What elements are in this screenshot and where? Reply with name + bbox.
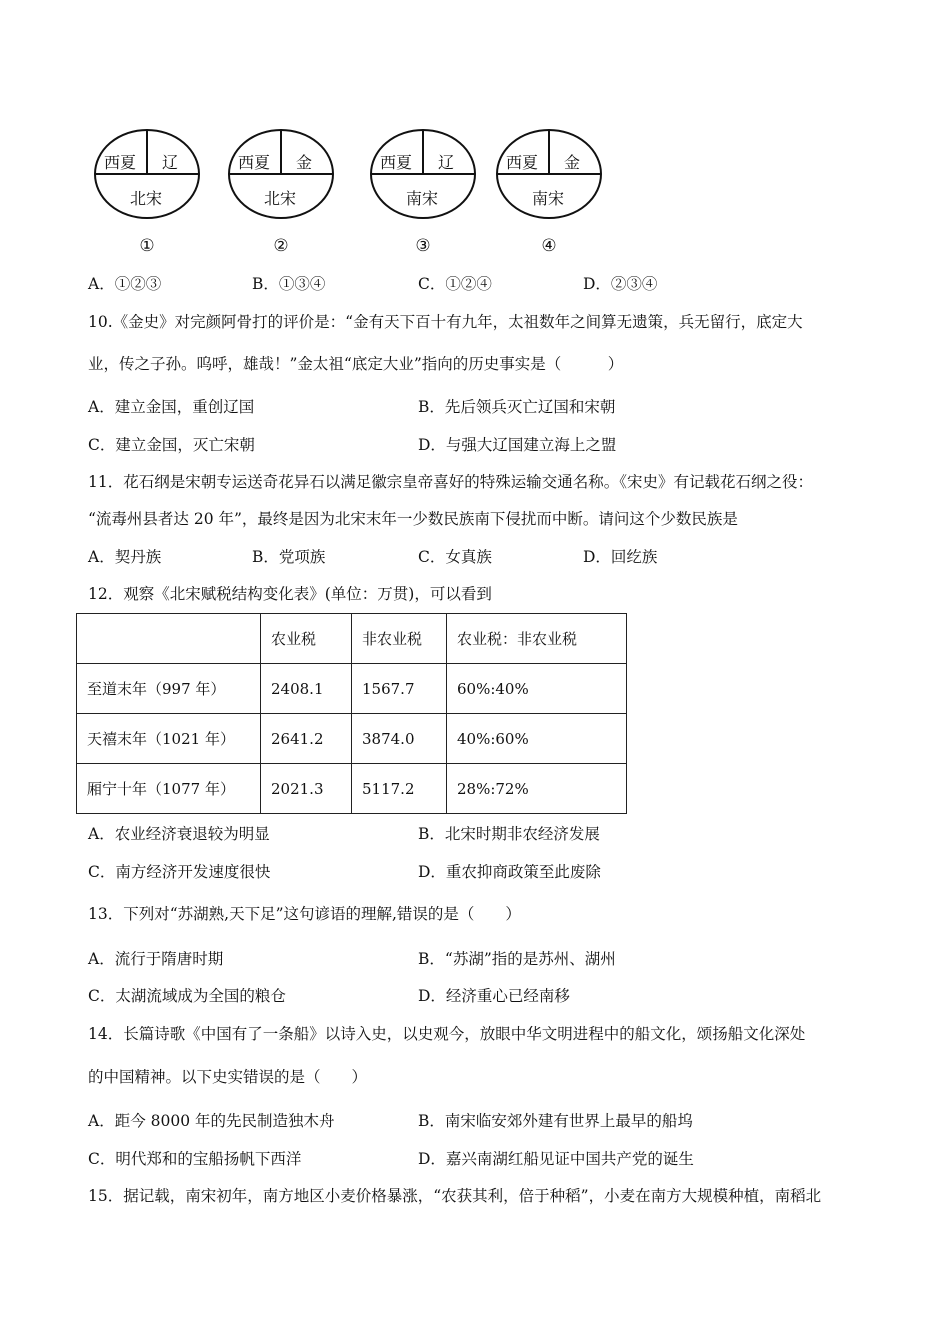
q11-stem-line1: 11．花石纲是宋朝专运送奇花异石以满足徽宗皇帝喜好的特殊运输交通名称。《宋史》有记载花石纲之役： (88, 473, 813, 491)
q10-option-a[interactable]: A．建立金国，重创辽国 (88, 398, 255, 416)
table-cell: 至道末年（997 年） (77, 664, 261, 714)
table-cell: 厢宁十年（1077 年） (77, 764, 261, 814)
table-row (77, 664, 627, 714)
table-row (77, 714, 627, 764)
circle-label-top-right: 金 (296, 153, 313, 172)
circle-option-1 (92, 126, 202, 260)
q10-option-b[interactable]: B．先后领兵灭亡辽国和宋朝 (418, 398, 616, 416)
circle-label-bottom: 北宋 (264, 189, 297, 208)
regime-circles-diagram (92, 126, 612, 260)
table-header-cell: 农业税：非农业税 (447, 614, 627, 664)
table-header-cell: 非农业税 (352, 614, 447, 664)
table-header-cell (77, 614, 261, 664)
circle-number: ④ (541, 236, 557, 256)
table-cell: 天禧末年（1021 年） (77, 714, 261, 764)
q14-stem-line2: 的中国精神。以下史实错误的是（ ） (88, 1068, 368, 1086)
circle-label-top-left: 西夏 (506, 153, 539, 172)
circle-label-top-left: 西夏 (104, 153, 137, 172)
q9-option-b[interactable]: B．①③④ (252, 275, 326, 293)
table-cell: 60%:40% (447, 664, 627, 714)
q13-option-b[interactable]: B．“苏湖”指的是苏州、湖州 (418, 950, 616, 968)
q12-option-b[interactable]: B．北宋时期非农经济发展 (418, 825, 600, 843)
table-header-row (77, 614, 627, 664)
circle-number: ① (139, 236, 155, 256)
q12-option-a[interactable]: A．农业经济衰退较为明显 (88, 825, 270, 843)
circle-label-bottom: 北宋 (130, 189, 163, 208)
circle-label-top-right: 辽 (438, 153, 455, 172)
table-cell: 3874.0 (352, 714, 447, 764)
circle-label-bottom: 南宋 (532, 189, 565, 208)
q9-option-c[interactable]: C．①②④ (418, 275, 492, 293)
table-row (77, 764, 627, 814)
circle-option-4 (494, 126, 604, 260)
q11-option-a[interactable]: A．契丹族 (88, 548, 162, 566)
q13-option-c[interactable]: C．太湖流域成为全国的粮仓 (88, 987, 286, 1005)
circle-option-3 (368, 126, 478, 260)
circle-label-top-right: 辽 (162, 153, 179, 172)
circle-number: ② (273, 236, 289, 256)
q14-option-a[interactable]: A．距今 8000 年的先民制造独木舟 (88, 1112, 335, 1130)
q11-option-d[interactable]: D．回纥族 (583, 548, 658, 566)
table-cell: 1567.7 (352, 664, 447, 714)
tax-structure-table (76, 613, 627, 814)
table-cell: 28%:72% (447, 764, 627, 814)
q14-option-d[interactable]: D．嘉兴南湖红船见证中国共产党的诞生 (418, 1150, 694, 1168)
q12-option-d[interactable]: D．重农抑商政策至此废除 (418, 863, 601, 881)
table-cell: 2641.2 (261, 714, 352, 764)
circle-number: ③ (415, 236, 431, 256)
q10-option-c[interactable]: C．建立金国，灭亡宋朝 (88, 436, 255, 454)
circle-option-2 (226, 126, 336, 260)
table-cell: 2021.3 (261, 764, 352, 814)
circle-label-bottom: 南宋 (406, 189, 439, 208)
q12-option-c[interactable]: C．南方经济开发速度很快 (88, 863, 271, 881)
q13-option-d[interactable]: D．经济重心已经南移 (418, 987, 570, 1005)
q12-stem-line1: 12．观察《北宋赋税结构变化表》(单位：万贯)，可以看到 (88, 585, 492, 603)
q13-stem-line1: 13．下列对“苏湖熟,天下足”这句谚语的理解,错误的是（ ） (88, 905, 521, 923)
q11-option-b[interactable]: B．党项族 (252, 548, 326, 566)
q15-stem-line1: 15．据记载，南宋初年，南方地区小麦价格暴涨，“农获其利，倍于种稻”，小麦在南方大规模种植，南稻北 (88, 1187, 822, 1205)
table-cell: 40%:60% (447, 714, 627, 764)
q13-option-a[interactable]: A．流行于隋唐时期 (88, 950, 224, 968)
circle-label-top-left: 西夏 (238, 153, 271, 172)
table-cell: 2408.1 (261, 664, 352, 714)
q9-option-d[interactable]: D．②③④ (583, 275, 658, 293)
circle-label-top-left: 西夏 (380, 153, 413, 172)
q14-stem-line1: 14．长篇诗歌《中国有了一条船》以诗入史，以史观今，放眼中华文明进程中的船文化，颂扬船文化深处 (88, 1025, 806, 1043)
circle-label-top-right: 金 (564, 153, 581, 172)
q11-option-c[interactable]: C．女真族 (418, 548, 492, 566)
q10-stem-line2: 业，传之子孙。呜呼，雄哉！”金太祖“底定大业”指向的历史事实是（ ） (88, 355, 624, 373)
table-header-cell: 农业税 (261, 614, 352, 664)
q10-stem-line1: 10.《金史》对完颜阿骨打的评价是：“金有天下百十有九年，太祖数年之间算无遗策，兵无留行，底定大 (88, 313, 803, 331)
q11-stem-line2: “流毒州县者达 20 年”，最终是因为北宋末年一少数民族南下侵扰而中断。请问这个少数民族是 (88, 510, 738, 528)
q14-option-c[interactable]: C．明代郑和的宝船扬帆下西洋 (88, 1150, 302, 1168)
q14-option-b[interactable]: B．南宋临安郊外建有世界上最早的船坞 (418, 1112, 693, 1130)
q9-option-a[interactable]: A．①②③ (88, 275, 162, 293)
q10-option-d[interactable]: D．与强大辽国建立海上之盟 (418, 436, 617, 454)
table-cell: 5117.2 (352, 764, 447, 814)
